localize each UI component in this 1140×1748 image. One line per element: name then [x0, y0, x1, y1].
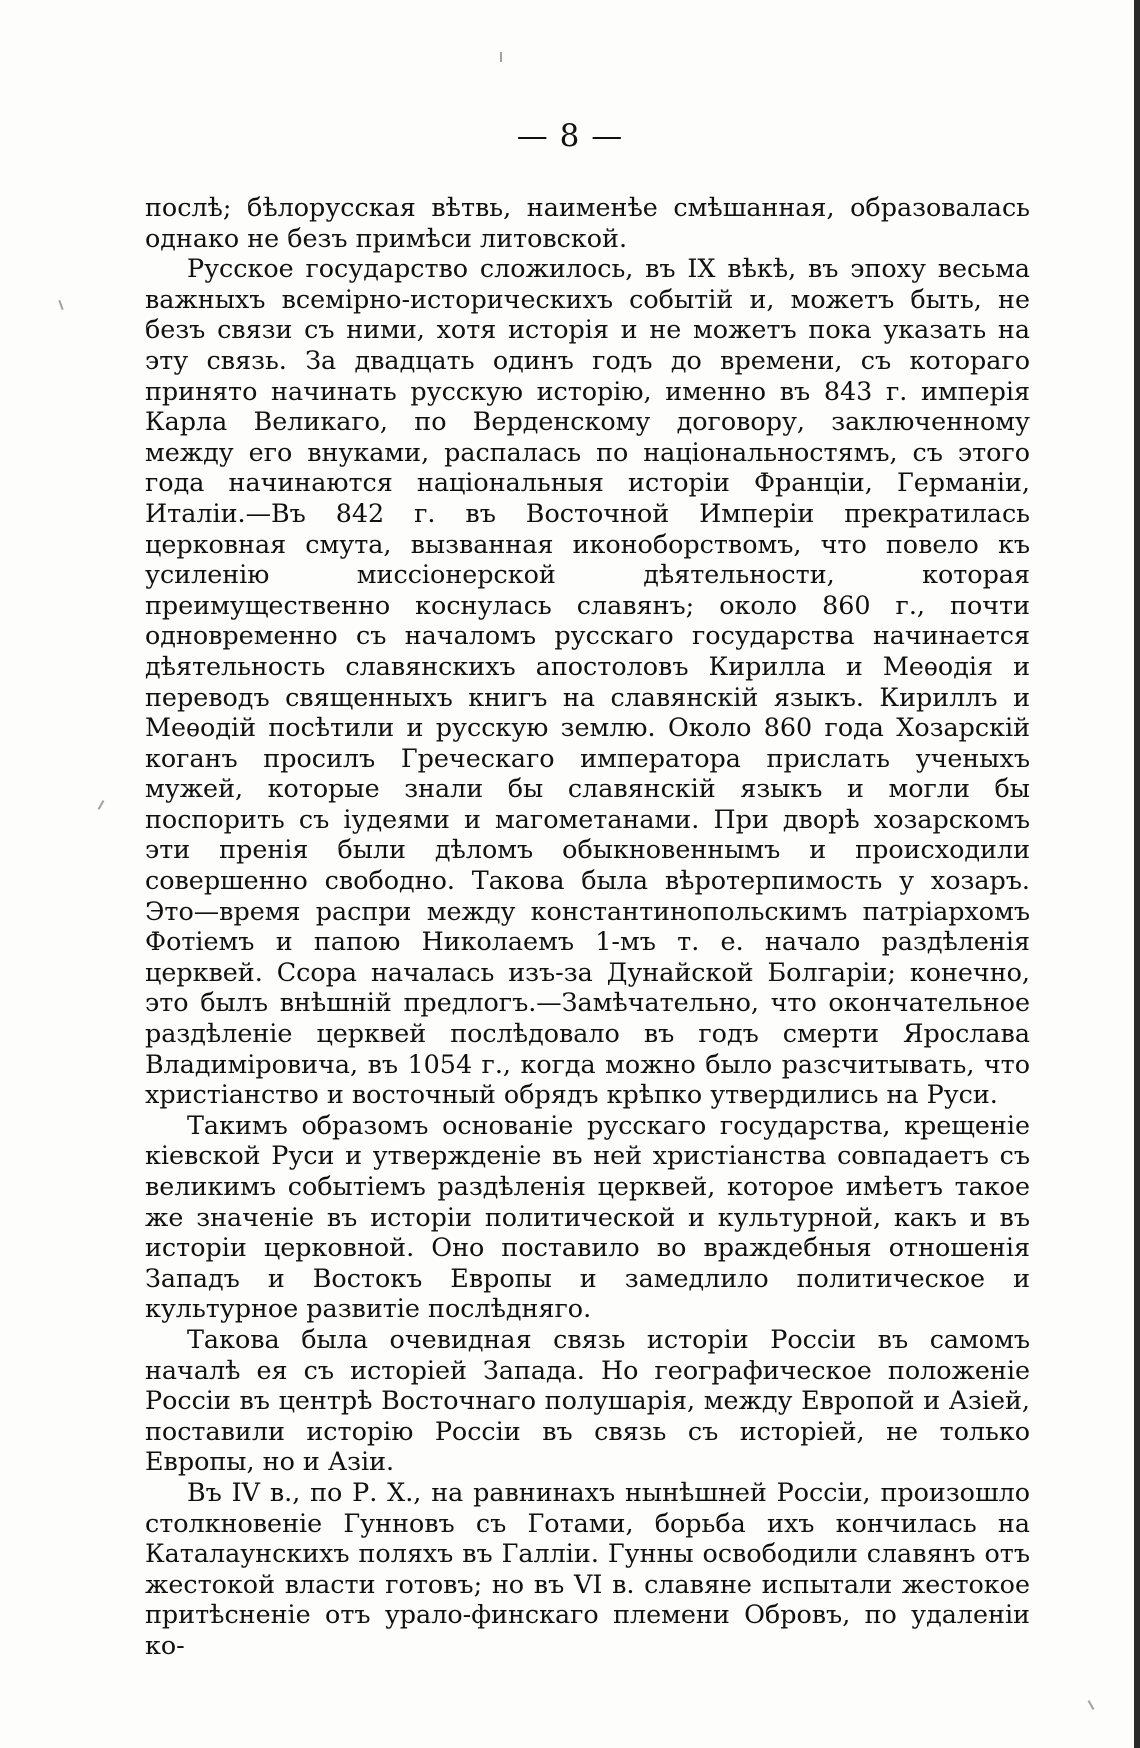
- body-text: [145, 192, 1030, 1661]
- page-number: — 8 —: [516, 118, 624, 154]
- paragraph: Такимъ образомъ основаніе русскаго государства, крещеніе кіевской Руси и утвержденіе въ ней христіанства совпадаетъ съ великимъ событіемъ раздѣленія церквей, которое имѣетъ такое же значеніе въ исторіи политической и культурной, какъ и въ исторіи церковной. Оно поставило во враждебныя отношенія Западъ и Востокъ Европы и замедлило политическое и культурное развитіе послѣдняго.: [145, 1109, 1030, 1324]
- paragraph: Такова была очевидная связь исторіи Россіи въ самомъ началѣ ея съ исторіей Запада. Но географическое положеніе Россіи въ центрѣ Восточнаго полушарія, между Европой и Азіей, поставили исторію Россіи въ связь съ исторіей, не только Европы, но и Азіи.: [145, 1323, 1030, 1477]
- paragraph: послѣ; бѣлорусская вѣтвь, наименѣе смѣшанная, образовалась однако не безъ примѣси литовской.: [145, 192, 1030, 253]
- scan-speck: [1088, 1700, 1095, 1710]
- scan-speck: [98, 800, 105, 810]
- paragraph: Русское государство сложилось, въ IX вѣкѣ, въ эпоху весьма важныхъ всемірно-историческихъ событій и, можетъ быть, не безъ связи съ ними, хотя исторія и не можетъ пока указать на эту связь. За двадцать одинъ годъ до времени, съ котораго принято начинать русскую исторію, именно въ 843 г. имперія Карла Великаго, по Верденскому договору, заключенному между его внуками, распалась по національностямъ, съ этого года начинаются національныя исторіи Франціи, Германіи, Италіи.—Въ 842 г. въ Восточной Имперіи прекратилась церковная смута, вызванная иконоборствомъ, что повело къ усиленію миссіонерской дѣятельности, которая преимущественно коснулась славянъ; около 860 г., почти одновременно съ началомъ русскаго государства начинается дѣятельность славянскихъ апостоловъ Кирилла и Меѳодія и переводъ священныхъ книгъ на славянскій языкъ. Кириллъ и Меѳодій посѣтили и русскую землю. Около 860 года Хозарскій коганъ просилъ Греческаго императора прислать ученыхъ мужей, которые знали бы славянскій языкъ и могли бы поспорить съ іудеями и магометанами. При дворѣ хозарскомъ эти пренія были дѣломъ обыкновеннымъ и происходили совершенно свободно. Такова была вѣротерпимость у хозаръ. Это—время распри между константинопольскимъ патріархомъ Фотіемъ и папою Николаемъ 1-мъ т. е. начало раздѣленія церквей. Ссора началась изъ-за Дунайской Болгаріи; конечно, это былъ внѣшній предлогъ.—Замѣчательно, что окончательное раздѣленіе церквей послѣдовало въ годъ смерти Ярослава Владиміровича, въ 1054 г., когда можно было разсчитывать, что христіанство и восточный обрядъ крѣпко утвердились на Руси.: [145, 253, 1030, 1110]
- page-edge-shadow: [1134, 0, 1140, 1748]
- paragraph: Въ IV в., по Р. Х., на равнинахъ нынѣшней Россіи, произошло столкновеніе Гунновъ съ Готами, борьба ихъ кончилась на Каталаунскихъ поляхъ въ Галліи. Гунны освободили славянъ отъ жестокой власти готовъ; но въ VI в. славяне испытали жестокое притѣсненіе отъ урало-финскаго племени Обровъ, по удаленіи ко-: [145, 1476, 1030, 1660]
- scan-speck: [500, 52, 502, 62]
- scan-speck: [58, 300, 63, 310]
